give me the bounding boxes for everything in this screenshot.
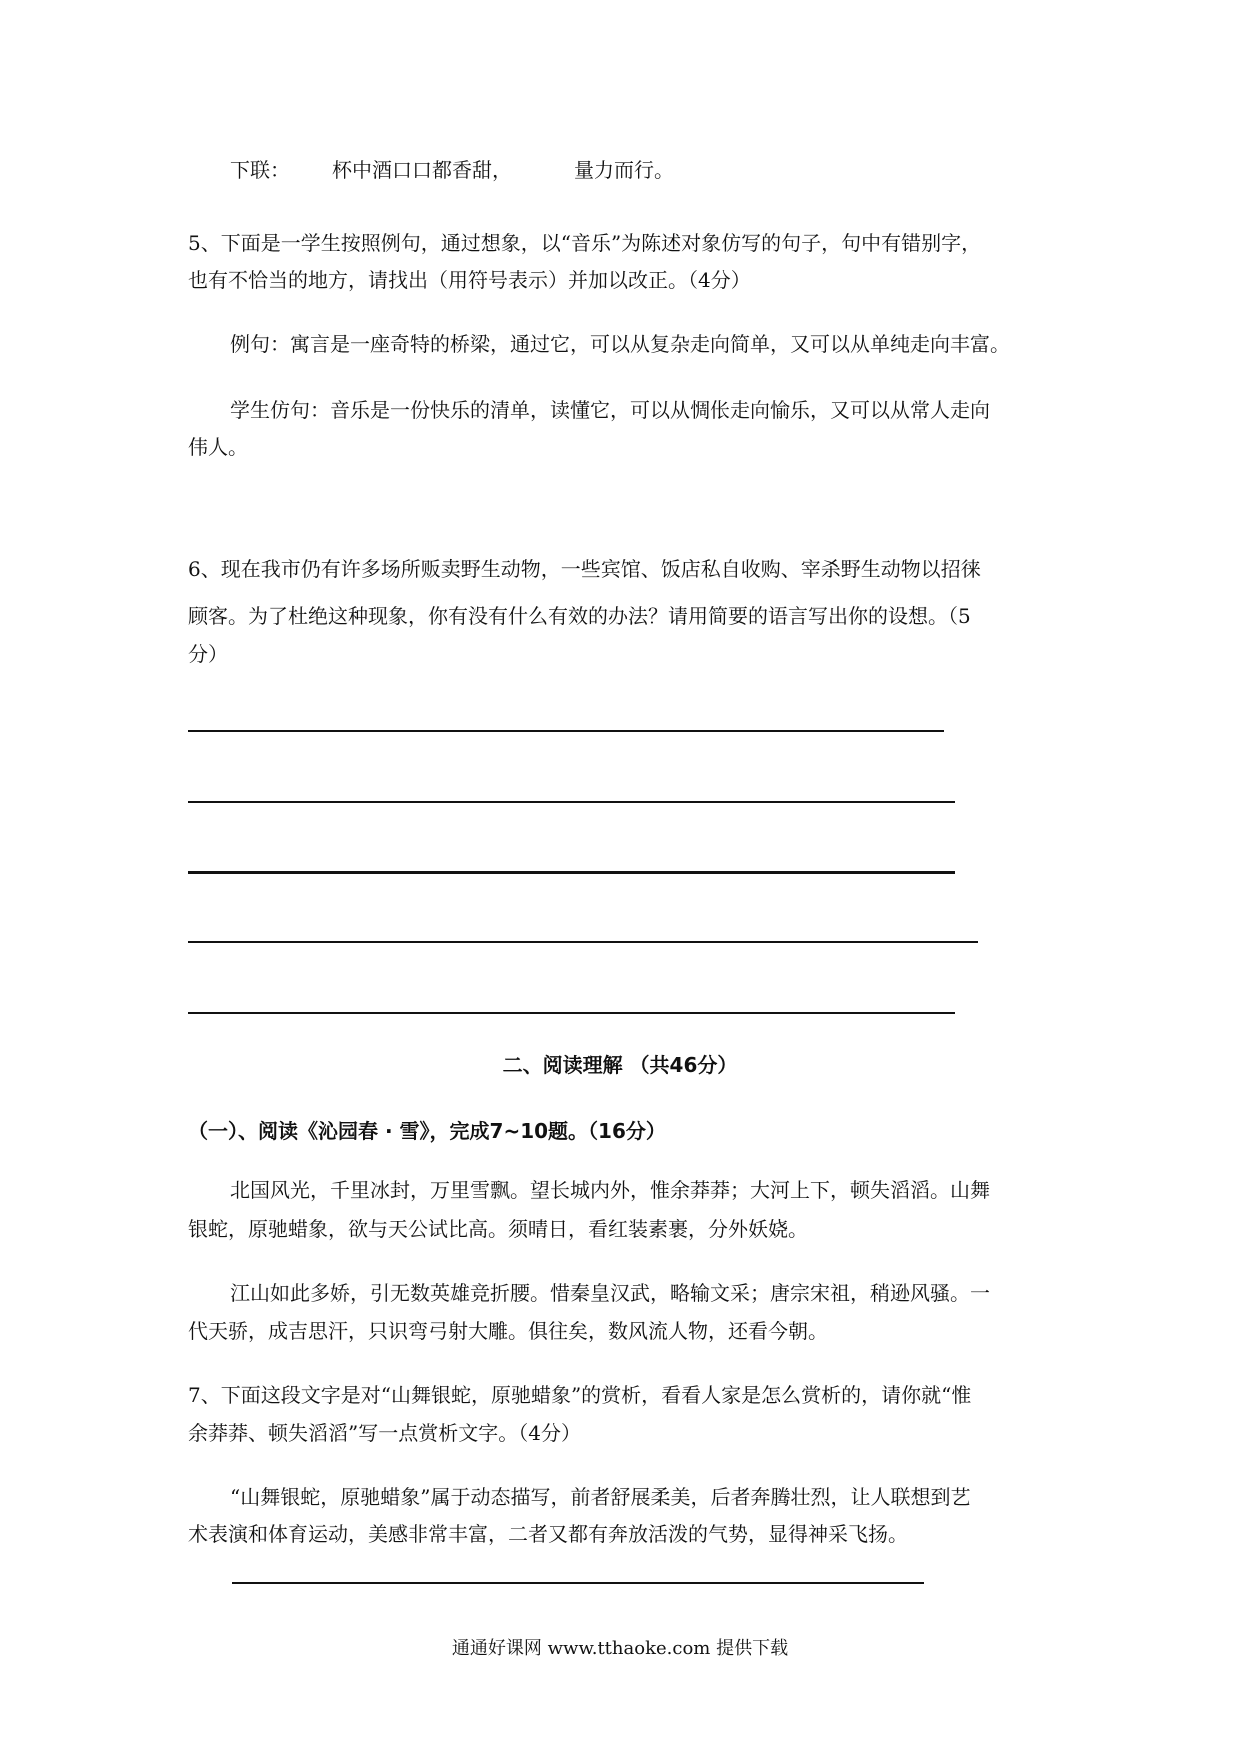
couplet-prefix: 下联： (230, 158, 290, 182)
footer-text: 通通好课网 www.tthaoke.com 提供下载 (451, 1638, 789, 1659)
section-2-title: 二、阅读理解 （共46分） (502, 1053, 738, 1077)
q6-answer-line-4[interactable] (188, 941, 978, 943)
q6-line-3: 分） (188, 642, 228, 666)
q6-answer-line-5[interactable] (188, 1012, 955, 1014)
q6-answer-line-3[interactable] (188, 871, 955, 874)
poem-p1-line-1: 北国风光，千里冰封，万里雪飘。望长城内外，惟余莽莽；大河上下，顿失滔滔。山舞 (230, 1178, 990, 1202)
poem-p2-line-1: 江山如此多娇，引无数英雄竞折腰。惜秦皇汉武，略输文采；唐宗宋祖，稍逊风骚。一 (230, 1281, 990, 1305)
q5-line-1: 5、下面是一学生按照例句，通过想象，以“音乐”为陈述对象仿写的句子，句中有错别字， (188, 231, 982, 255)
q7-analysis-line-2: 术表演和体育运动，美感非常丰富，二者又都有奔放活泼的气势，显得神采飞扬。 (188, 1522, 908, 1546)
q5-student-line-2: 伟人。 (188, 435, 248, 459)
q6-line-2: 顾客。为了杜绝这种现象，你有没有什么有效的办法？请用简要的语言写出你的设想。（5 (188, 604, 971, 628)
subsection-1-title: （一）、阅读《沁园春 · 雪》，完成7~10题。（16分） (188, 1119, 666, 1143)
poem-p2-line-2: 代天骄，成吉思汗，只识弯弓射大雕。俱往矣，数风流人物，还看今朝。 (188, 1319, 828, 1343)
q6-answer-line-2[interactable] (188, 801, 955, 803)
q7-line-1: 7、下面这段文字是对“山舞银蛇，原驰蜡象”的赏析，看看人家是怎么赏析的，请你就“惟 (188, 1383, 972, 1407)
poem-p1-line-2: 银蛇，原驰蜡象，欲与天公试比高。须晴日，看红装素裹，分外妖娆。 (188, 1217, 808, 1241)
couplet-text-2: 量力而行。 (574, 158, 674, 182)
q5-example: 例句：寓言是一座奇特的桥梁，通过它，可以从复杂走向简单，又可以从单纯走向丰富。 (230, 332, 1010, 356)
q6-line-1: 6、现在我市仍有许多场所贩卖野生动物，一些宾馆、饭店私自收购、宰杀野生动物以招徕 (188, 557, 981, 581)
q7-analysis-line-1: “山舞银蛇，原驰蜡象”属于动态描写，前者舒展柔美，后者奔腾壮烈，让人联想到艺 (230, 1485, 971, 1509)
q5-student-line-1: 学生仿句：音乐是一份快乐的清单，读懂它，可以从惆伥走向愉乐，又可以从常人走向 (230, 398, 990, 422)
q7-line-2: 余莽莽、顿失滔滔”写一点赏析文字。（4分） (188, 1421, 581, 1445)
q5-line-2: 也有不恰当的地方，请找出（用符号表示）并加以改正。（4分） (188, 268, 751, 292)
q6-answer-line-1[interactable] (188, 730, 944, 732)
couplet-text-1: 杯中酒口口都香甜， (332, 158, 512, 182)
q7-answer-line[interactable] (232, 1582, 924, 1584)
